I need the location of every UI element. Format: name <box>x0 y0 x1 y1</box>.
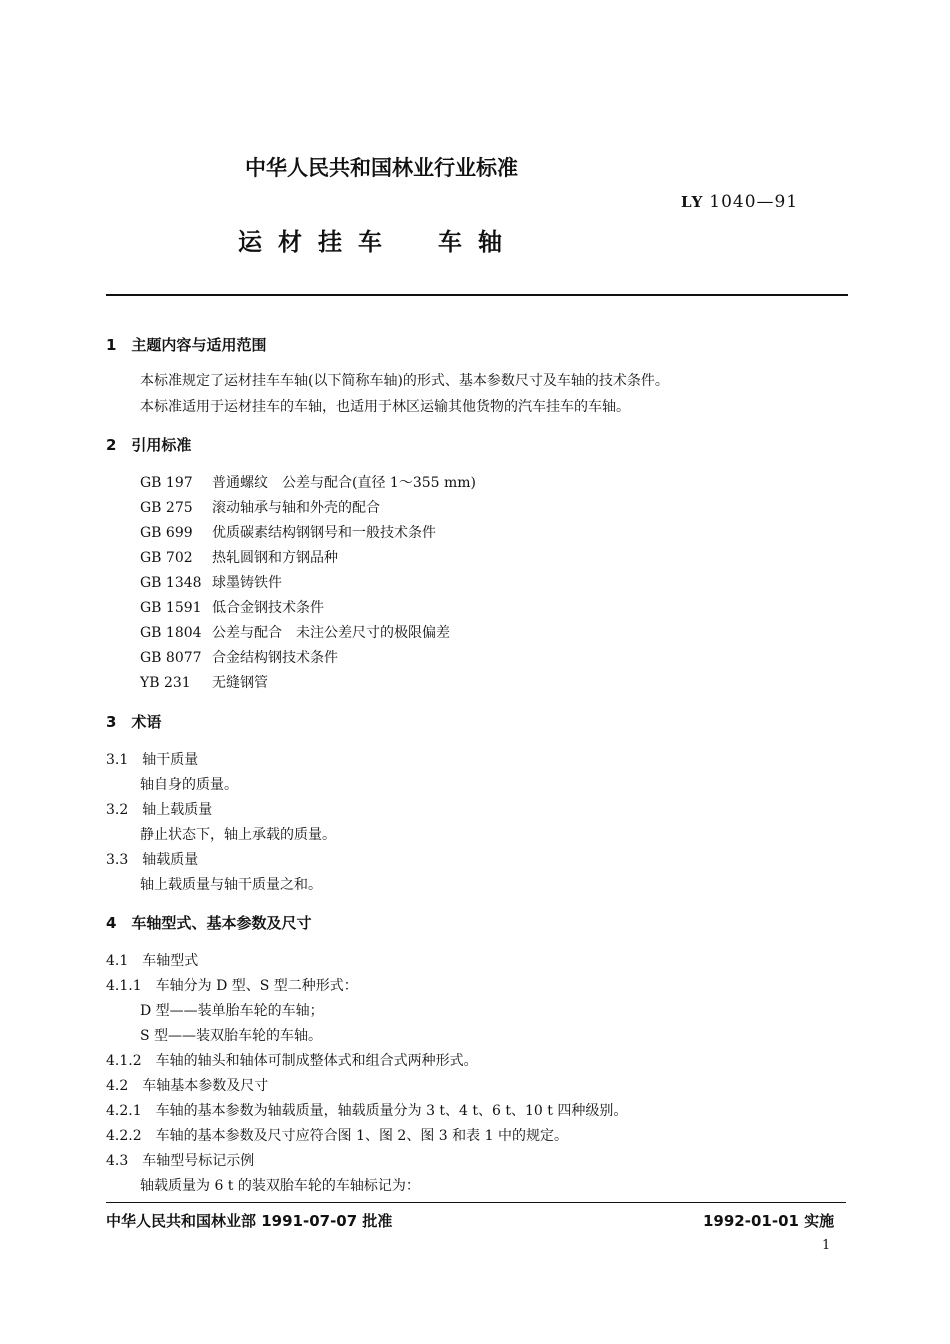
section-4-heading: 4 车轴型式、基本参数及尺寸 <box>106 914 312 932</box>
reference-code: YB 231 <box>140 675 191 691</box>
footer-rule <box>106 1202 846 1203</box>
reference-title: 优质碳素结构钢钢号和一般技术条件 <box>212 525 436 541</box>
section-1-para-1: 本标准规定了运材挂车车轴(以下简称车轴)的形式、基本参数尺寸及车轴的技术条件。 <box>140 373 669 389</box>
section-2-heading: 2 引用标准 <box>106 436 192 454</box>
standard-prefix: LY <box>681 193 704 211</box>
clause-4-2: 4.2 车轴基本参数及尺寸 <box>106 1078 269 1094</box>
reference-code: GB 1804 <box>140 625 202 641</box>
reference-title: 合金结构钢技术条件 <box>212 650 338 666</box>
term-3-1-definition: 轴自身的质量。 <box>140 777 238 793</box>
page-number: 1 <box>822 1238 831 1253</box>
term-3-2-definition: 静止状态下，轴上承载的质量。 <box>140 827 336 843</box>
header-rule <box>106 294 848 296</box>
standard-code: 1040—91 <box>709 192 799 212</box>
reference-item <box>140 472 476 492</box>
reference-item <box>140 522 436 542</box>
reference-item <box>140 572 282 592</box>
effective-date: 1992-01-01 实施 <box>703 1212 835 1230</box>
reference-item <box>140 597 324 617</box>
reference-code: GB 8077 <box>140 650 202 666</box>
reference-title: 普通螺纹 公差与配合(直径 1～355 mm) <box>212 475 477 491</box>
reference-item <box>140 547 338 567</box>
approval-date: 中华人民共和国林业部 1991-07-07 批准 <box>106 1212 393 1230</box>
reference-title: 热轧圆钢和方钢品种 <box>212 550 338 566</box>
reference-title: 滚动轴承与轴和外壳的配合 <box>212 500 380 516</box>
document-title: 运材挂车 车轴 <box>238 228 518 256</box>
org-title: 中华人民共和国林业行业标准 <box>245 156 518 180</box>
term-3-2: 3.2 轴上载质量 <box>106 802 213 818</box>
reference-code: GB 197 <box>140 475 193 491</box>
section-3-heading: 3 术语 <box>106 713 162 731</box>
term-3-3: 3.3 轴载质量 <box>106 852 199 868</box>
reference-code: GB 702 <box>140 550 193 566</box>
reference-title: 公差与配合 未注公差尺寸的极限偏差 <box>212 625 450 641</box>
clause-4-2-1: 4.2.1 车轴的基本参数为轴载质量，轴载质量分为 3 t、4 t、6 t、10 t 四种级别。 <box>106 1103 628 1119</box>
clause-4-3-text: 轴载质量为 6 t 的装双胎车轮的车轴标记为： <box>140 1178 420 1194</box>
clause-4-3: 4.3 车轴型号标记示例 <box>106 1153 255 1169</box>
clause-4-1-1: 4.1.1 车轴分为 D 型、S 型二种形式： <box>106 978 358 994</box>
reference-code: GB 1591 <box>140 600 202 616</box>
reference-code: GB 699 <box>140 525 193 541</box>
reference-title: 低合金钢技术条件 <box>212 600 324 616</box>
reference-title: 无缝钢管 <box>212 675 268 691</box>
section-1-heading: 1 主题内容与适用范围 <box>106 336 267 354</box>
reference-item <box>140 672 268 692</box>
standard-number <box>681 192 798 212</box>
reference-item <box>140 497 380 517</box>
reference-item <box>140 647 338 667</box>
clause-4-1-2: 4.1.2 车轴的轴头和轴体可制成整体式和组合式两种形式。 <box>106 1053 478 1069</box>
clause-4-2-2: 4.2.2 车轴的基本参数及尺寸应符合图 1、图 2、图 3 和表 1 中的规定。 <box>106 1128 568 1144</box>
reference-item <box>140 622 450 642</box>
reference-title: 球墨铸铁件 <box>212 575 282 591</box>
section-1-para-2: 本标准适用于运材挂车的车轴，也适用于林区运输其他货物的汽车挂车的车轴。 <box>140 399 630 415</box>
clause-4-1: 4.1 车轴型式 <box>106 953 199 969</box>
clause-4-1-1-d-type: D 型——装单胎车轮的车轴； <box>140 1003 324 1019</box>
reference-code: GB 1348 <box>140 575 202 591</box>
clause-4-1-1-s-type: S 型——装双胎车轮的车轴。 <box>140 1028 323 1044</box>
reference-code: GB 275 <box>140 500 193 516</box>
term-3-3-definition: 轴上载质量与轴干质量之和。 <box>140 877 322 893</box>
term-3-1: 3.1 轴干质量 <box>106 752 199 768</box>
